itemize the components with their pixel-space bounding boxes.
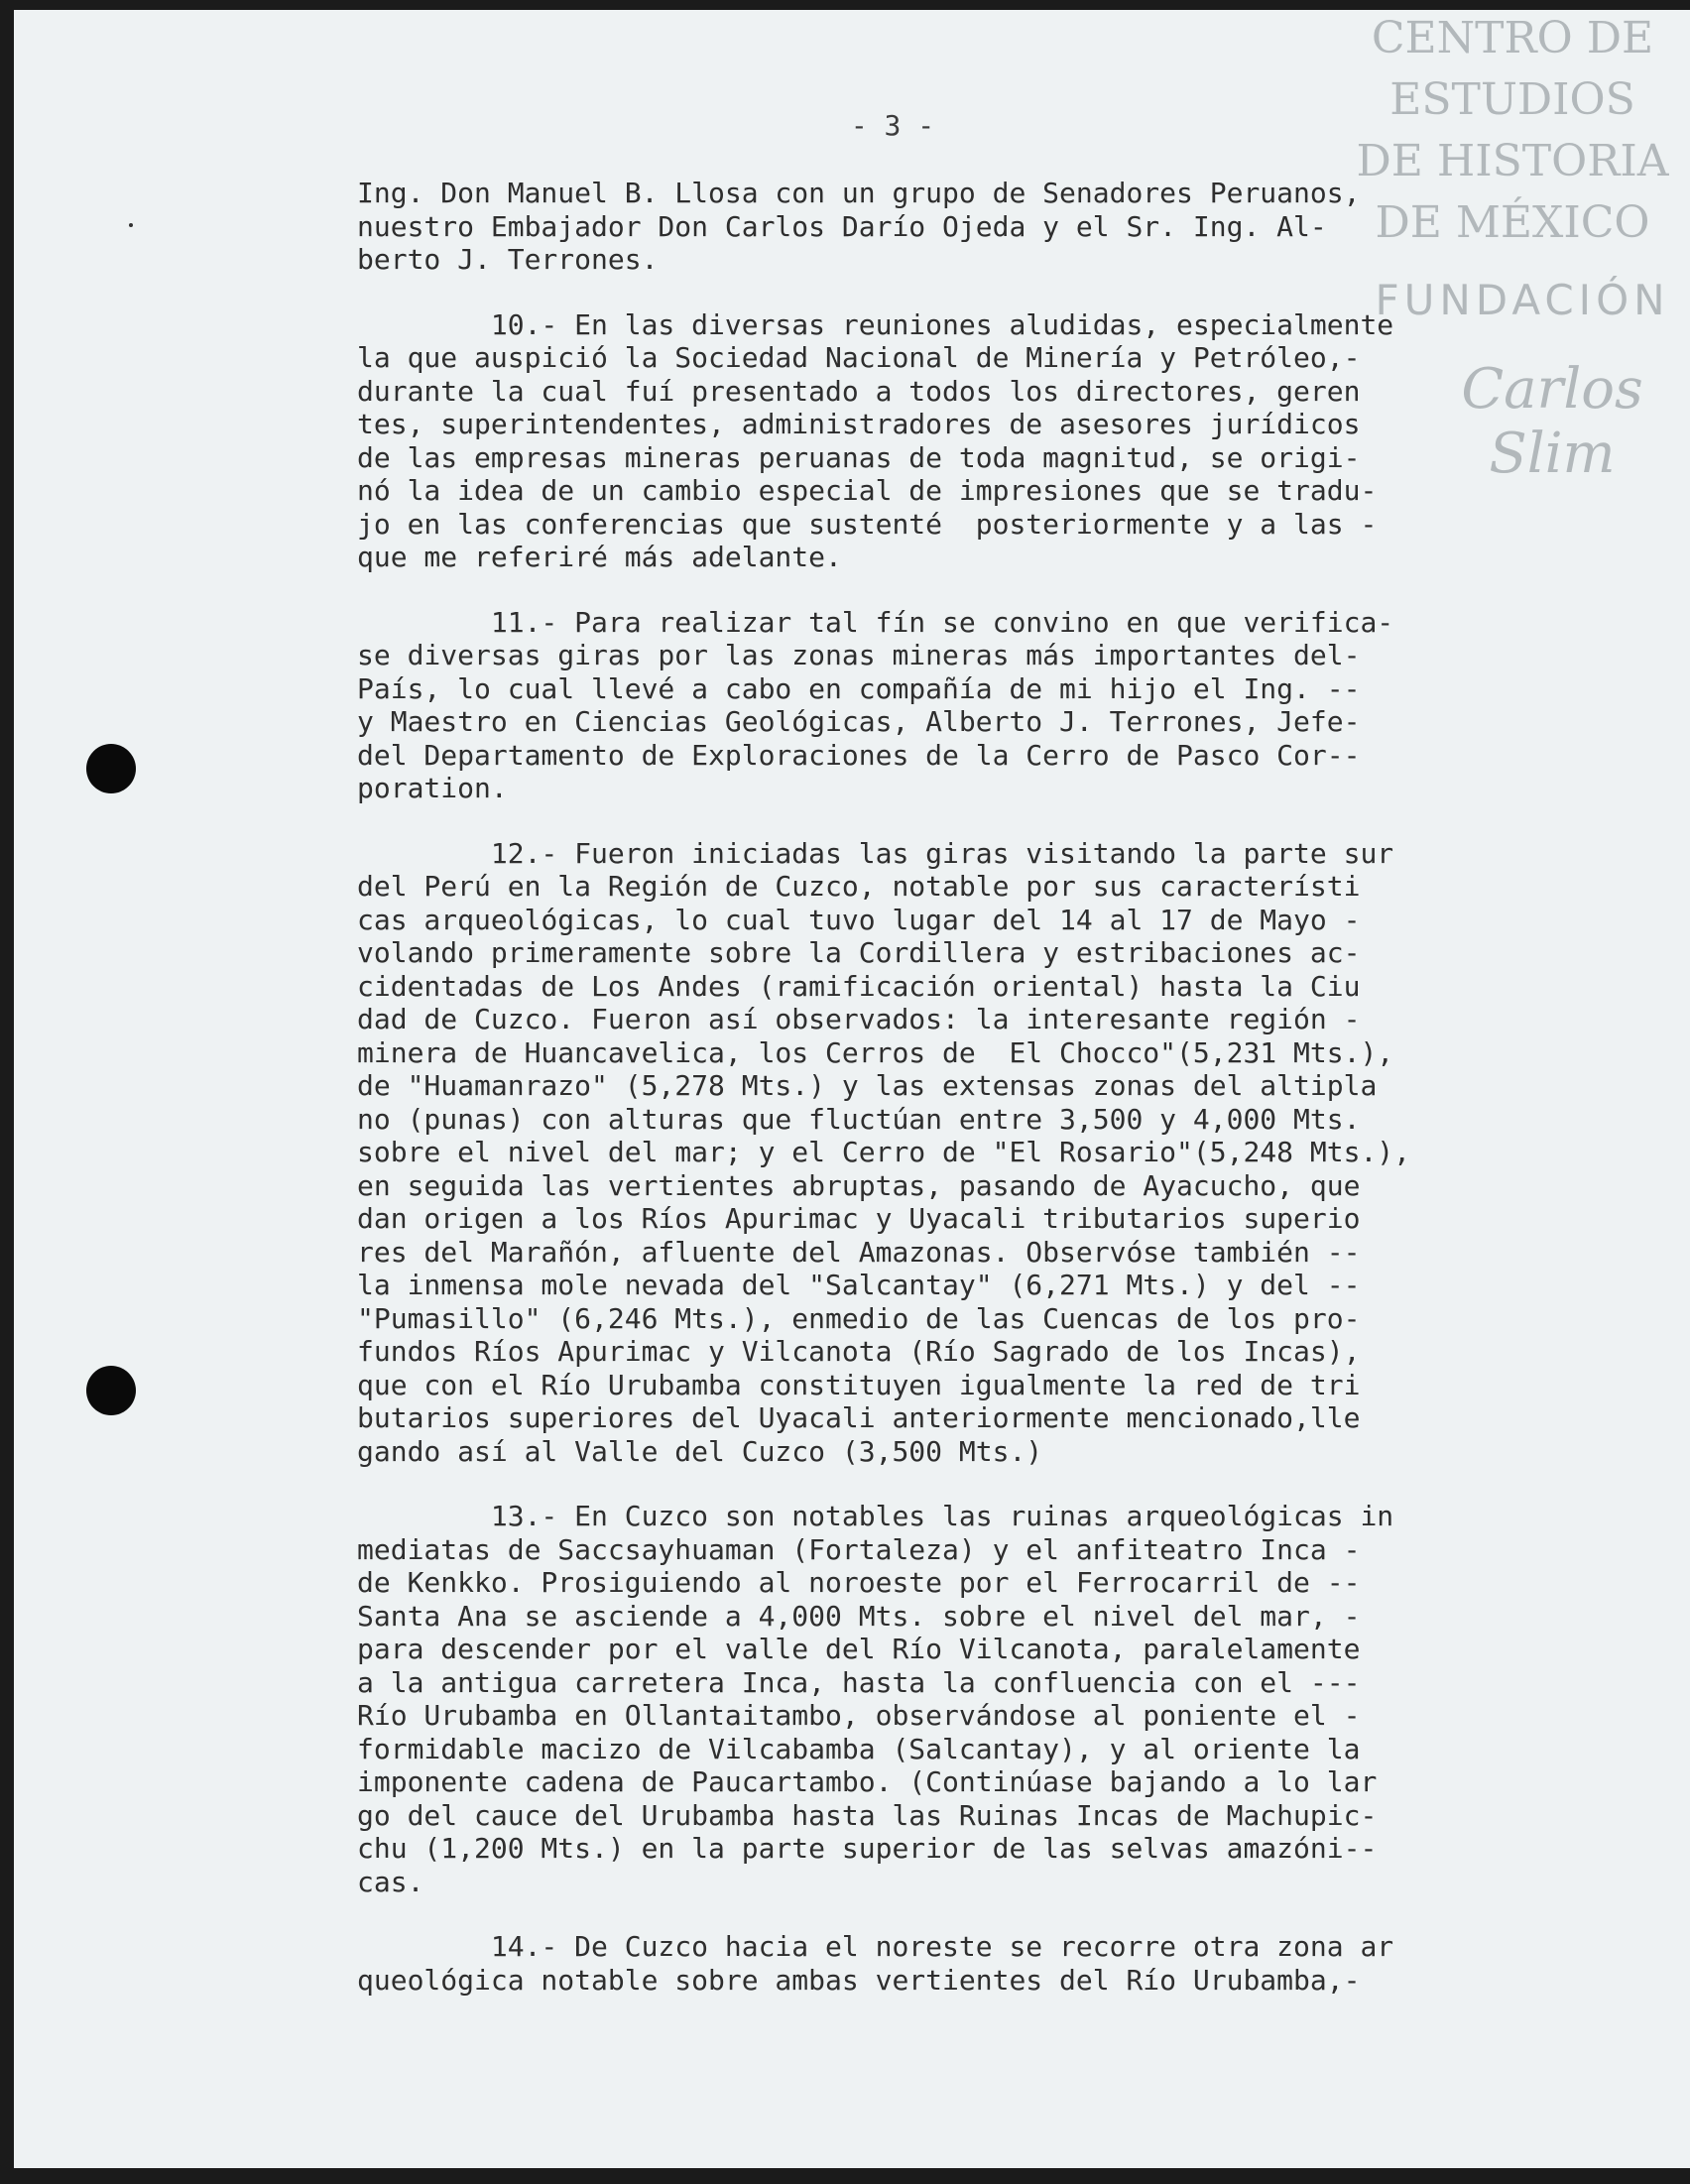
watermark-line: CENTRO DE (1371, 13, 1654, 63)
text-line: formidable macizo de Vilcabamba (Salcantay), y al oriente la (357, 1732, 1361, 1765)
text-line: Río Urubamba en Ollantaitambo, observándose al poniente el - (357, 1699, 1361, 1732)
text-line: durante la cual fuí presentado a todos los directores, geren (357, 374, 1361, 408)
scan-edge-bottom (0, 2168, 1690, 2184)
text-line: de las empresas mineras peruanas de toda magnitud, se origi- (357, 440, 1361, 474)
text-line: chu (1,200 Mts.) en la parte superior de las selvas amazóni-- (357, 1832, 1378, 1865)
text-line: cas arqueológicas, lo cual tuvo lugar del 14 al 17 de Mayo - (357, 903, 1361, 936)
watermark-signature: Carlos Slim (1461, 357, 1643, 486)
text-line: go del cauce del Urubamba hasta las Ruinas Incas de Machupic- (357, 1798, 1378, 1832)
text-line: dad de Cuzco. Fueron así observados: la interesante región - (357, 1003, 1361, 1035)
text-line: del Perú en la Región de Cuzco, notable por sus característi (357, 870, 1361, 903)
text-line: a la antigua carretera Inca, hasta la confluencia con el --- (357, 1665, 1361, 1699)
text-line: sobre el nivel del mar; y el Cerro de "El Rosario"(5,248 Mts.), (357, 1136, 1411, 1168)
paragraph (357, 1930, 1617, 1997)
paragraph (357, 837, 1617, 1469)
text-line: la que auspició la Sociedad Nacional de Minería y Petróleo,- (357, 341, 1361, 374)
text-line: de Kenkko. Prosiguiendo al noroeste por el Ferrocarril de -- (357, 1566, 1361, 1599)
text-line: la inmensa mole nevada del "Salcantay" (6,271 Mts.) y del -- (357, 1269, 1361, 1301)
text-line: minera de Huancavelica, los Cerros de El Chocco"(5,231 Mts.), (357, 1035, 1394, 1069)
text-line: 14.- De Cuzco hacia el noreste se recorre otra zona ar (357, 1930, 1394, 1963)
text-line: que me referiré más adelante. (357, 541, 842, 573)
text-line: jo en las conferencias que sustenté posteriormente y a las - (357, 507, 1378, 541)
text-line: tes, superintendentes, administradores de asesores jurídicos (357, 408, 1361, 440)
text-line: nó la idea de un cambio especial de impresiones que se tradu- (357, 474, 1378, 507)
text-line: que con el Río Urubamba constituyen igualmente la red de tri (357, 1368, 1361, 1401)
text-line: berto J. Terrones. (357, 243, 659, 276)
text-line: queológica notable sobre ambas vertientes del Río Urubamba,- (357, 1963, 1361, 1997)
punch-hole-lower (86, 1366, 136, 1415)
text-line: en seguida las vertientes abruptas, pasando de Ayacucho, que (357, 1168, 1361, 1202)
paragraph (357, 606, 1617, 805)
paper-speck (129, 223, 133, 227)
scan-edge-left (0, 0, 14, 2184)
text-line: "Pumasillo" (6,246 Mts.), enmedio de las Cuencas de los pro- (357, 1301, 1361, 1335)
watermark-line: DE MÉXICO (1375, 197, 1650, 248)
text-line: 12.- Fueron iniciadas las giras visitando la parte sur (357, 836, 1394, 870)
text-line: cas. (357, 1865, 424, 1898)
text-line: para descender por el valle del Río Vilcanota, paralelamente (357, 1633, 1361, 1665)
watermark-line: DE HISTORIA (1356, 136, 1669, 186)
watermark-line: ESTUDIOS (1389, 74, 1635, 125)
text-line: Ing. Don Manuel B. Llosa con un grupo de Senadores Peruanos, (357, 177, 1361, 209)
text-line: Santa Ana se asciende a 4,000 Mts. sobre el nivel del mar, - (357, 1599, 1361, 1633)
text-line: y Maestro en Ciencias Geológicas, Alberto J. Terrones, Jefe- (357, 705, 1361, 738)
text-line: 13.- En Cuzco son notables las ruinas arqueológicas in (357, 1500, 1394, 1532)
text-line: de "Huamanrazo" (5,278 Mts.) y las extensas zonas del altipla (357, 1069, 1378, 1102)
paragraph (357, 1500, 1617, 1898)
typed-body-text (357, 177, 1617, 2028)
text-line: 10.- En las diversas reuniones aludidas, especialmente (357, 307, 1394, 341)
text-line: res del Marañón, afluente del Amazonas. Observóse también -- (357, 1235, 1361, 1269)
text-line: nuestro Embajador Don Carlos Darío Ojeda y el Sr. Ing. Al- (357, 209, 1327, 243)
text-line: se diversas giras por las zonas mineras más importantes del- (357, 639, 1361, 671)
watermark-foundation: FUNDACIÓN (1375, 276, 1670, 324)
text-line: imponente cadena de Paucartambo. (Continúase bajando a lo lar (357, 1765, 1378, 1798)
text-line: poration. (357, 772, 508, 804)
text-line: dan origen a los Ríos Apurimac y Uyacali tributarios superio (357, 1202, 1361, 1235)
paragraph (357, 308, 1617, 574)
punch-hole-upper (86, 744, 136, 793)
text-line: butarios superiores del Uyacali anteriormente mencionado,lle (357, 1401, 1361, 1434)
text-line: cidentadas de Los Andes (ramificación oriental) hasta la Ciu (357, 969, 1361, 1003)
paragraph (357, 177, 1617, 277)
text-line: gando así al Valle del Cuzco (3,500 Mts.) (357, 1434, 1043, 1468)
page-number: - 3 - (850, 109, 935, 142)
text-line: 11.- Para realizar tal fín se convino en que verifica- (357, 605, 1394, 639)
text-line: del Departamento de Exploraciones de la Cerro de Pasco Cor-- (357, 738, 1361, 772)
text-line: no (punas) con alturas que fluctúan entre 3,500 y 4,000 Mts. (357, 1102, 1361, 1136)
text-line: mediatas de Saccsayhuaman (Fortaleza) y el anfiteatro Inca - (357, 1532, 1361, 1566)
text-line: País, lo cual llevé a cabo en compañía de mi hijo el Ing. -- (357, 671, 1361, 705)
text-line: volando primeramente sobre la Cordillera y estribaciones ac- (357, 936, 1361, 969)
text-line: fundos Ríos Apurimac y Vilcanota (Río Sagrado de los Incas), (357, 1335, 1361, 1368)
